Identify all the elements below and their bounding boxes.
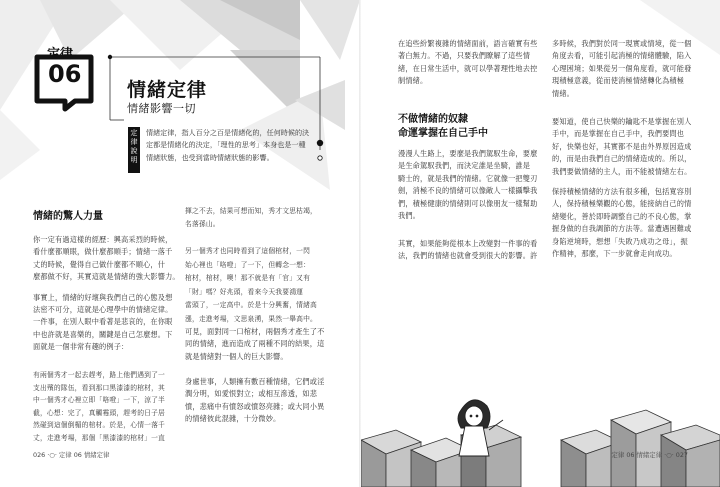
col1-story: [33, 369, 195, 445]
text-line: 身陷逆境時，想想「失敗乃成功之母」，振: [552, 236, 688, 246]
right-folio: 定律 06 情緒定律 ·○· 027: [611, 451, 688, 459]
col2-story-b: [185, 245, 345, 327]
text-line: 人，保持積極樂觀的心態，能接納自己的情: [552, 199, 692, 209]
col3-mid: [398, 148, 552, 222]
text-line: 我們要做情緒的主人，而不能被情緒左右。: [552, 166, 692, 176]
text-line: 丈的時候，覺得自己做什麼都不順心，什: [33, 259, 166, 269]
col2-para-b: [185, 376, 345, 426]
text-line: 「財」嗎？好兆頭，看來今天我要鴻運: [185, 287, 304, 296]
text-line: 的，而是由我們自己的情緒造成的。所以，: [552, 154, 692, 164]
col4-c: [552, 186, 702, 260]
col3-top: [398, 38, 550, 88]
definition-tag: 定律說明: [128, 127, 140, 173]
section-heading: 情緒的驚人力量: [33, 211, 103, 222]
col2-story-a: [185, 205, 345, 230]
heading-b: 命運掌握在自己手中: [398, 128, 488, 139]
text-line: 身處世事，人類擁有數百種情緒，它們或淫: [185, 377, 325, 386]
text-line: 我們。: [398, 211, 421, 221]
text-line: 要知道，使自己快樂的鑰匙不是掌握在別人: [552, 117, 692, 126]
text-line: 在追些紛繁複雜的情緒面前，語言確實有些: [398, 39, 538, 48]
col4-b: [552, 116, 702, 178]
text-line: 名落孫山。: [185, 219, 220, 228]
heading-a: 不做情緒的奴隸: [398, 114, 468, 125]
intro-line: 情緒定律，指人百分之百是情緒化的，任何時候的決: [146, 128, 310, 137]
col4-a: [552, 38, 702, 100]
text-line: 棺材，棺材，噢！那不就是有「官」又有: [185, 274, 311, 283]
text-line: 著白無力。不過，只要我們瞭解了這些情: [398, 51, 531, 61]
text-line: 法，我們的情緒也就會受到很大的影響。許: [398, 251, 538, 261]
text-line: 始心裡也「咯噔」了一下，但轉念一想：: [185, 260, 311, 269]
text-line: 揮之不去，結果可想而知，秀才文思枯竭，: [185, 207, 317, 215]
text-line: 法密不可分，這就是心理學中的情緒定律。: [33, 305, 173, 315]
text-line: 手中，而是掌握在自己手中，我們要問也: [552, 129, 685, 139]
text-line: 們，積極健康的情緒則可以像朋友一樣幫助: [398, 198, 538, 208]
text-line: 是生命駕馭我們，而決定誰是坐騎，誰是: [398, 161, 531, 171]
col3-bottom: [398, 238, 552, 263]
text-line: 當頭了，一定高中。於是十分興奮，情緒高: [185, 301, 317, 310]
col2-para-a: [185, 326, 345, 363]
text-line: 好，快樂也好，其實都不是由外界原因造成: [552, 141, 692, 151]
law-label: 定律: [47, 47, 74, 62]
chapter-title: 情緒定律: [127, 79, 208, 101]
text-line: 然碰到這個倒楣的棺材。於是，心情一落千: [33, 421, 165, 430]
text-line: 你一定有過這樣的經歷：興高采烈的時候，: [33, 235, 173, 244]
text-line: 心理困境；如果從另一個角度看，就可能發: [552, 63, 692, 73]
text-line: 騎士的，就是我們的情緒。它就像一把雙刃: [398, 173, 538, 183]
col1-body: [33, 234, 193, 354]
text-line: 麼都做不好，其實這就是情緒的強大影響力。: [33, 272, 180, 282]
text-line: 漫漫人生路上，要麼是我們駕馭生命，要麼: [398, 149, 538, 158]
illustration-girl-in-cubes: [361, 380, 720, 487]
text-line: 一件事，在別人眼中看著是悲哀的，在你眼: [33, 317, 173, 327]
text-line: 保持積極情緒的方法有很多種，包括寬容別: [552, 187, 692, 196]
text-line: 潤分明，如愛恨對立；或相互滲透，如悲: [185, 389, 318, 399]
text-line: 憤，悲痛中有憤怒或憤怒亮雜；或大同小異: [185, 401, 325, 411]
text-line: 緒，在日常生活中，就可以學著理性地去控: [398, 63, 538, 73]
text-line: 可見，面對同一口棺材，兩個秀才產生了不: [185, 327, 325, 336]
text-line: 緒變化，善於即時調整自己的不良心態，掌: [552, 211, 692, 221]
intro-line: 情緒狀態，也受到當時情緒狀態的影響。: [146, 152, 274, 162]
text-line: 漲，走進考場，文思泉湧，果然一舉高中。: [185, 314, 317, 323]
law-number: 06: [48, 60, 82, 88]
text-line: 面就是一個非常有趣的例子：: [33, 342, 129, 352]
text-line: 的情緒彼此混雜，十分微妙。: [185, 414, 281, 424]
text-line: 有兩個秀才一起去趕考，路上他們遇到了一: [33, 371, 165, 379]
left-folio: 026 ·○· 定律 06 情緒定律: [33, 451, 110, 459]
chapter-subtitle: 情緒影響一切: [127, 102, 196, 115]
text-line: 其實，如果能夠從根本上改變對一件事的看: [398, 239, 538, 248]
text-line: 多時候，我們對於同一現實或情境，從一個: [552, 39, 692, 48]
text-line: 角度去看，可能引起消極的情緒體驗，陷入: [552, 51, 692, 61]
text-line: 握身做的自我調節的方法等。當遭遇困難或: [552, 224, 692, 234]
text-line: 就是情緒對一個人的巨大影響。: [185, 351, 288, 361]
text-line: 情緒。: [552, 88, 575, 98]
text-line: 同的情緒，進而造成了兩種不同的結果，這: [185, 339, 325, 349]
text-line: 另一個秀才也同時看到了這個棺材，一閃: [185, 247, 311, 255]
intro-line: 定都是情緒化的決定，「理性的思考」本身也是一種: [146, 140, 306, 150]
text-line: 作精神，那麼，下一步就會走向成功。: [552, 249, 677, 259]
text-line: 現積極意義，從而使消極情緒轉化為積極: [552, 76, 685, 86]
text-line: 看什麼都順眼，做什麼都順手；情緒一落千: [33, 247, 173, 257]
text-line: 中一個秀才心裡立即「咯噔」一下，涼了半: [33, 396, 165, 405]
text-line: 制情緒。: [398, 76, 428, 86]
paragraph-gap: [33, 284, 193, 292]
text-line: 丈，走進考場，那個「黑漆漆的棺材」一直: [33, 433, 165, 442]
text-line: 事實上，情緒的好壞與我們自己的心態及想: [33, 292, 173, 302]
law-definition: [146, 127, 310, 164]
text-line: 中也許就是喜樂的，關鍵是自己怎麼想。下: [33, 329, 173, 339]
text-line: 支出殯的隊伍，看到那口黑漆漆的棺材，其: [33, 383, 165, 392]
text-line: 劍，消極不良的情緒可以像敵人一樣攝擊我: [398, 186, 538, 196]
text-line: 截，心想：完了，真觸霉頭，趕考的日子居: [33, 408, 165, 417]
